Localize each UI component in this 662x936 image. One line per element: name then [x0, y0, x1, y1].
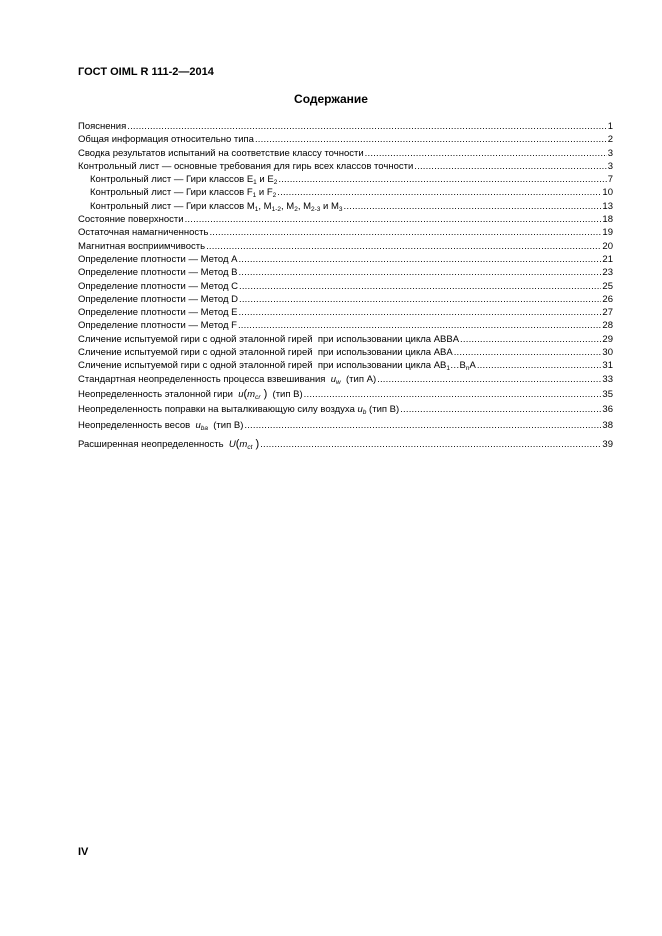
toc-entry-page: 39	[602, 439, 613, 451]
toc-entry[interactable]	[78, 147, 613, 160]
dot-leader	[277, 186, 601, 199]
toc-entry-label: Пояснения	[78, 121, 127, 132]
dot-leader	[260, 437, 601, 453]
toc-entry-page: 33	[602, 373, 613, 385]
toc-entry-label: Контрольный лист — Гири классов $M_1$, $M_{1-2}$, $M_2$, $M_{2-3}$ и $M_3$	[90, 200, 343, 213]
dot-leader	[278, 173, 606, 186]
dot-leader	[238, 253, 601, 266]
toc-entry-label: Определение плотности — Метод A	[78, 253, 238, 265]
dot-leader	[460, 333, 601, 346]
dot-leader	[238, 266, 601, 279]
toc-entry-label: Остаточная намагниченность	[78, 227, 209, 239]
dot-leader	[400, 402, 601, 419]
dot-leader	[209, 226, 601, 239]
toc-entry-label: Определение плотности — Метод E	[78, 307, 238, 319]
toc-entry-label: Сличение испытуемой гири с одной эталонной гирей при использовании цикла ABBA	[78, 333, 460, 345]
toc-entry-label: Неопределенность поправки на выталкивающую силу воздуха $u_b$ (тип B)	[78, 404, 400, 417]
toc-entry-page: 29	[602, 333, 613, 345]
toc-entry[interactable]	[78, 200, 613, 213]
toc-entry[interactable]	[78, 266, 613, 279]
toc-entry[interactable]	[78, 402, 613, 419]
dot-leader	[344, 200, 602, 213]
toc-entry-page: 25	[602, 280, 613, 292]
toc-entry[interactable]	[78, 160, 613, 173]
dot-leader	[239, 280, 601, 293]
document-id: ГОСТ OIML R 111-2—2014	[78, 66, 214, 78]
dot-leader	[127, 120, 606, 133]
toc-entry[interactable]	[78, 386, 613, 403]
toc-entry[interactable]	[78, 253, 613, 266]
toc-entry-label: Определение плотности — Метод F	[78, 320, 237, 332]
toc-entry-page: 31	[602, 360, 613, 372]
toc-entry-page: 18	[602, 214, 613, 226]
toc-entry-label: Стандартная неопределенность процесса взвешивания $u_w$ (тип A)	[78, 373, 377, 386]
dot-leader	[304, 387, 602, 403]
dot-leader	[414, 160, 606, 173]
toc-entry-page: 21	[602, 253, 613, 265]
toc-entry-label: Контрольный лист — Гири классов $F_1$ и $F_2$	[90, 187, 277, 200]
page-number: IV	[78, 846, 89, 858]
toc-entry[interactable]	[78, 280, 613, 293]
toc-entry-label: Неопределенность эталонной гири $u(m_{cr}$ ) (тип B)	[78, 387, 303, 401]
toc-entry-page: 1	[607, 121, 613, 132]
toc-entry-page: 10	[602, 187, 613, 199]
toc-entry[interactable]	[78, 306, 613, 319]
toc-entry-label: Неопределенность весов $u_{ba}$ (тип B)	[78, 419, 244, 432]
toc-entry-page: 2	[607, 134, 613, 146]
toc-entry[interactable]	[78, 226, 613, 239]
toc-entry-label: Контрольный лист — Гири классов $E_1$ и $E_2$	[90, 174, 278, 187]
toc-entry[interactable]	[78, 436, 613, 453]
toc-entry[interactable]	[78, 120, 613, 133]
dot-leader	[185, 213, 602, 226]
toc-entry-page: 20	[602, 240, 613, 252]
toc-entry-page: 3	[607, 160, 613, 172]
toc-entry[interactable]	[78, 293, 613, 306]
toc-entry[interactable]	[78, 359, 613, 372]
dot-leader	[238, 306, 601, 319]
dot-leader	[365, 147, 607, 160]
toc-entry-page: 28	[602, 320, 613, 332]
toc-entry-page: 26	[602, 293, 613, 305]
toc-entry-page: 30	[602, 347, 613, 359]
dot-leader	[477, 359, 602, 372]
table-of-contents	[78, 120, 613, 453]
toc-entry-label: Магнитная восприимчивость	[78, 240, 206, 252]
toc-entry-label: Сличение испытуемой гири с одной эталонной гирей при использовании цикла ABA	[78, 347, 453, 359]
toc-entry-label: Определение плотности — Метод C	[78, 280, 238, 292]
toc-entry-label: Расширенная неопределенность $U(m_{ct}$ )	[78, 438, 260, 452]
toc-entry-page: 13	[602, 200, 613, 212]
toc-entry[interactable]	[78, 333, 613, 346]
toc-entry[interactable]	[78, 419, 613, 432]
toc-entry[interactable]	[78, 240, 613, 253]
toc-entry-label: Определение плотности — Метод D	[78, 293, 238, 305]
toc-entry-page: 35	[602, 388, 613, 400]
dot-leader	[244, 419, 601, 432]
dot-leader	[239, 293, 601, 306]
toc-entry[interactable]	[78, 346, 613, 359]
toc-title: Содержание	[294, 92, 368, 106]
dot-leader	[255, 133, 607, 146]
dot-leader	[454, 346, 602, 359]
toc-entry[interactable]	[78, 319, 613, 332]
dot-leader	[377, 373, 601, 386]
toc-entry[interactable]	[78, 186, 613, 199]
toc-entry-page: 27	[602, 307, 613, 319]
toc-entry-page: 7	[607, 174, 613, 186]
toc-entry[interactable]	[78, 173, 613, 186]
toc-entry-page: 36	[602, 404, 613, 416]
dot-leader	[206, 240, 601, 253]
toc-entry-label: Сличение испытуемой гири с одной эталонной гирей при использовании цикла $AB_1\dots B_nA$	[78, 360, 476, 373]
toc-entry-page: 38	[602, 419, 613, 431]
toc-entry-page: 3	[607, 147, 613, 159]
dot-leader	[238, 319, 601, 332]
toc-entry[interactable]	[78, 133, 613, 146]
toc-entry-page: 19	[602, 227, 613, 239]
toc-entry-label: Общая информация относительно типа	[78, 134, 254, 146]
toc-entry[interactable]	[78, 213, 613, 226]
toc-entry-page: 23	[602, 267, 613, 279]
toc-entry-label: Состояние поверхности	[78, 214, 184, 226]
toc-entry[interactable]	[78, 373, 613, 386]
toc-entry-label: Сводка результатов испытаний на соответствие классу точности	[78, 147, 364, 159]
toc-entry-label: Определение плотности — Метод B	[78, 267, 238, 279]
toc-entry-label: Контрольный лист — основные требования для гирь всех классов точности	[78, 160, 414, 172]
